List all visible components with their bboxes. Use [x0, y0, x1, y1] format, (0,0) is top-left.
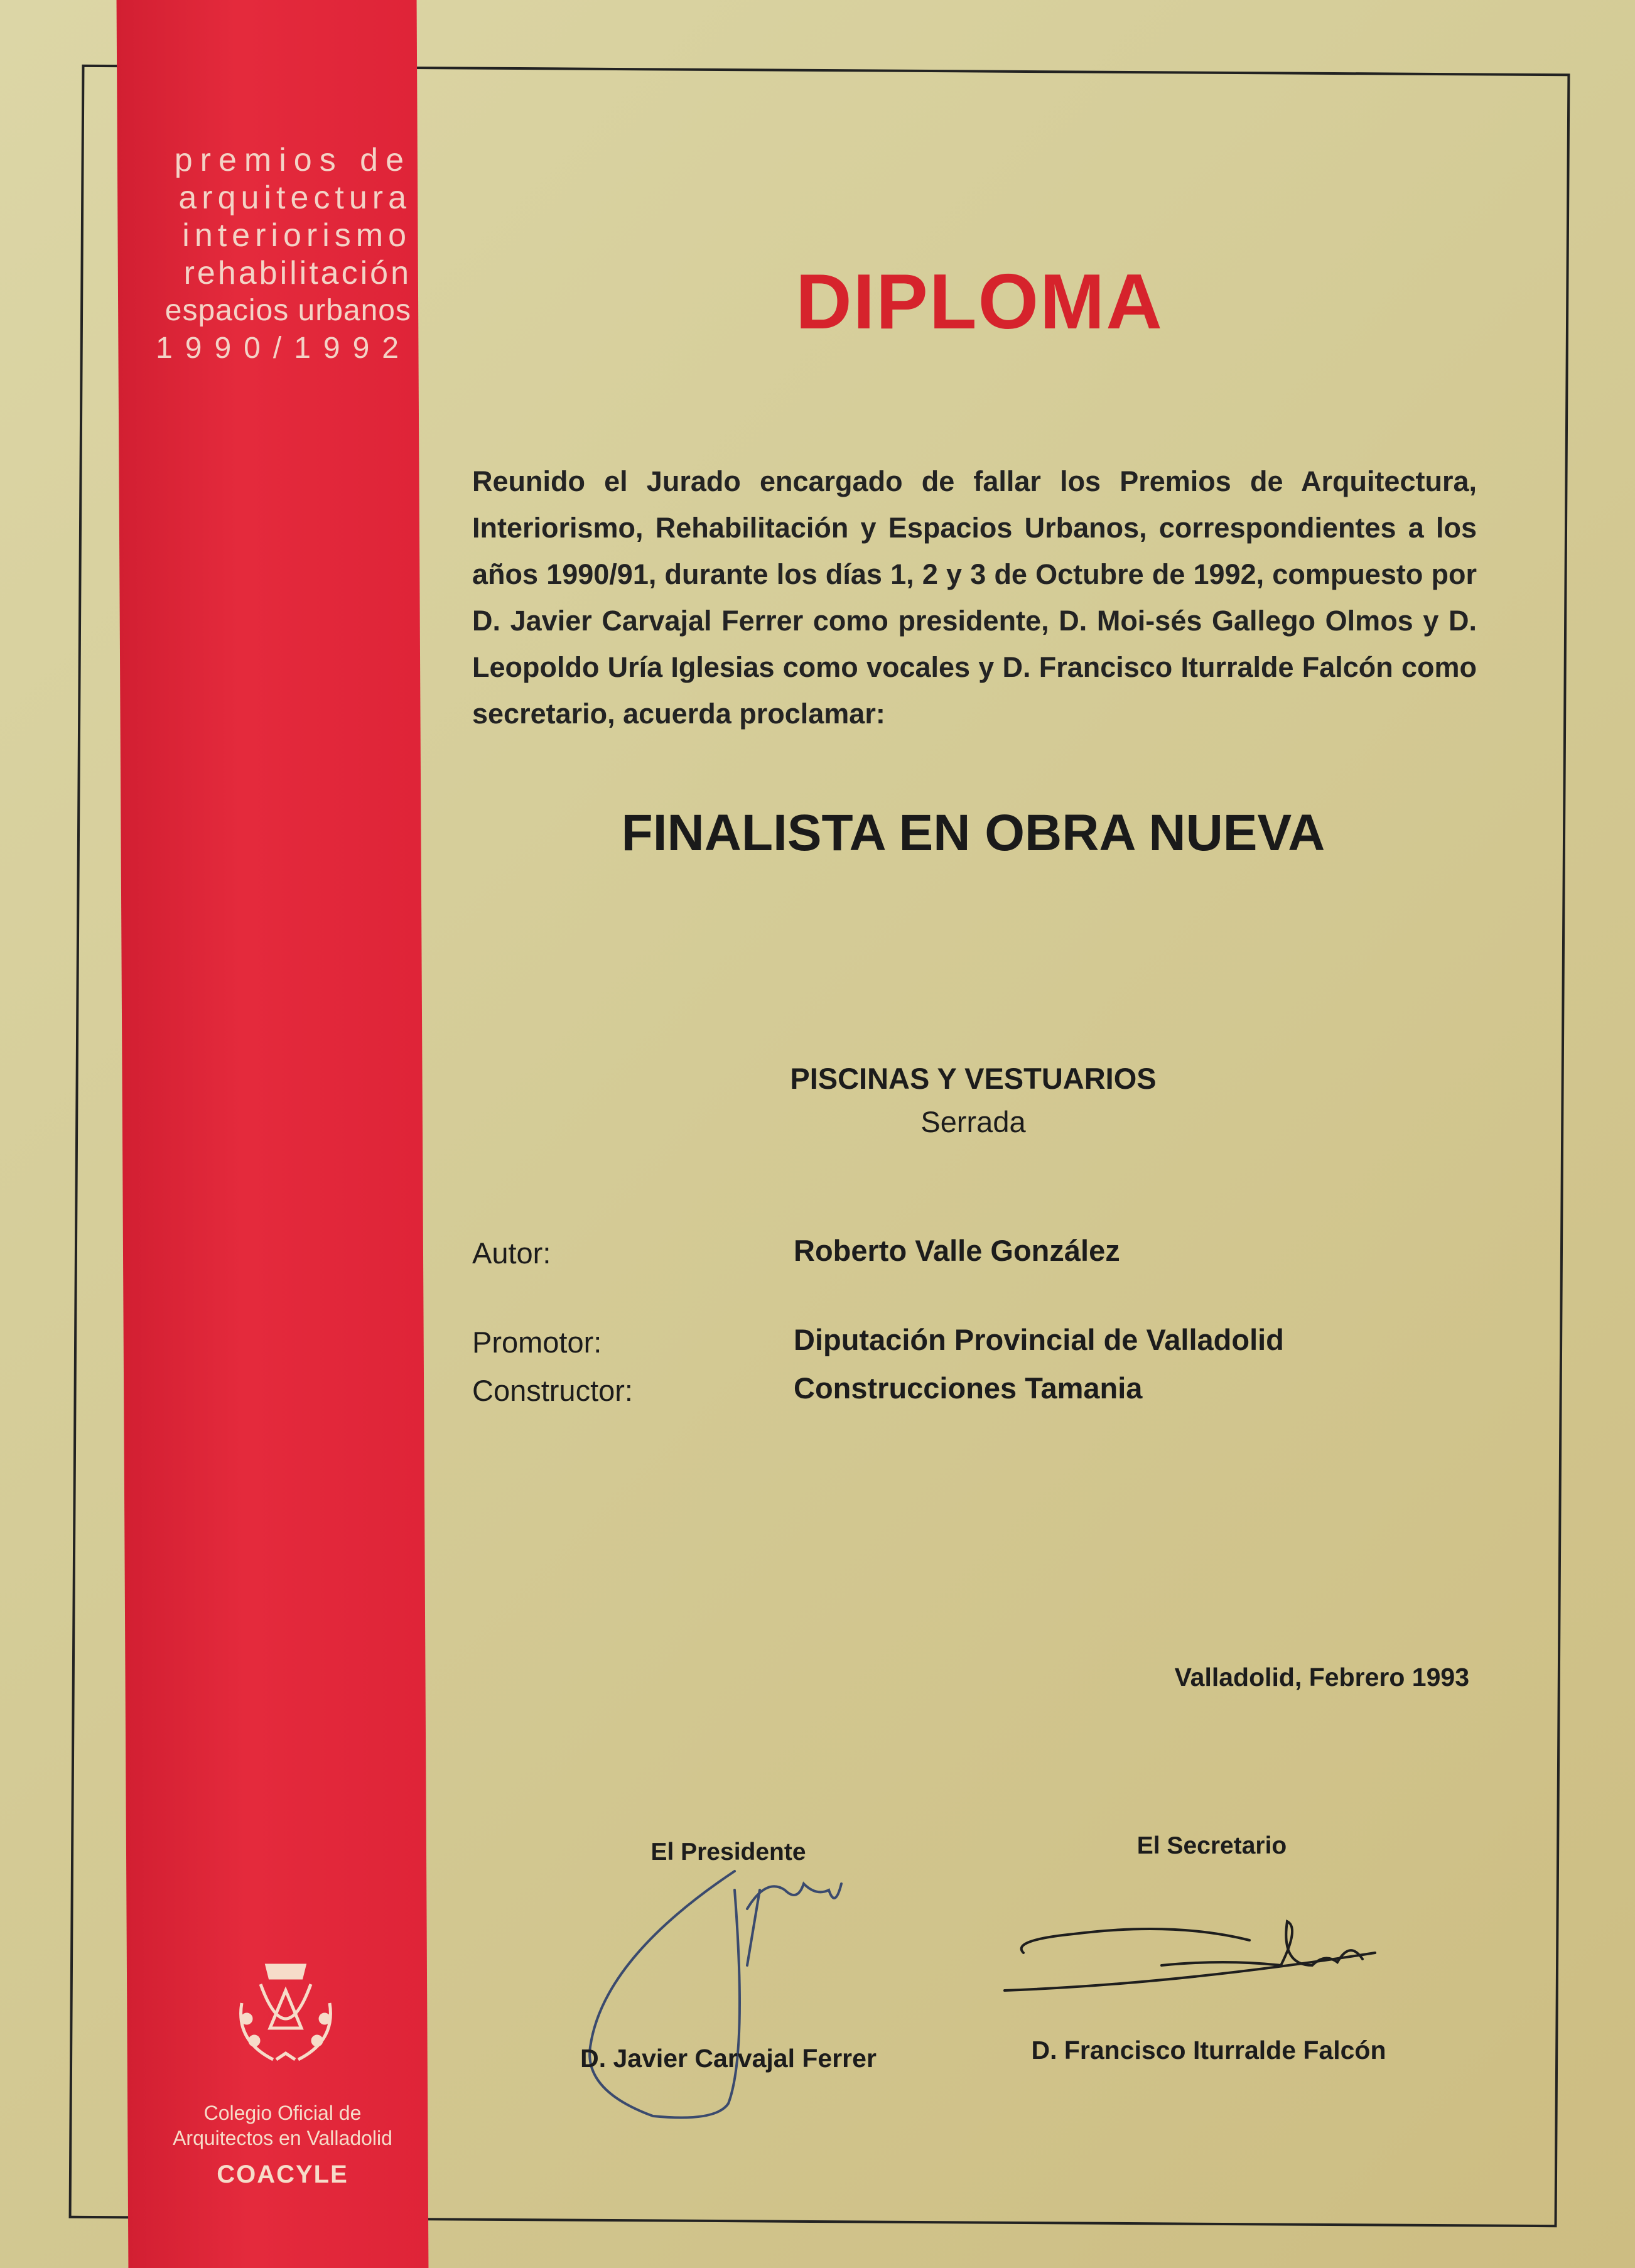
secretary-role: El Secretario	[1136, 1832, 1287, 1859]
project-place: Serrada	[920, 1105, 1026, 1138]
footer-line-2: Arquitectos en Valladolid	[173, 2127, 392, 2149]
band-line-interiorismo: interiorismo	[182, 217, 411, 254]
footer-line-1: Colegio Oficial de	[203, 2102, 362, 2124]
band-title	[135, 141, 411, 367]
secretary-name: D. Francisco Iturralde Falcón	[1031, 2036, 1386, 2065]
credit-label: Autor:	[472, 1236, 551, 1270]
jury-statement: Reunido el Jurado encargado de fallar los Premios de Arquitectura, Interiorismo, Rehabilitación y Espacios Urbanos, correspondientes a los años 1990/91, durante los días 1, 2 y 3 de Octubre de 1992, compuesto por D. Javier Carvajal Ferrer como presidente, D. Moi-sés Gallego Olmos y D. Leopoldo Uría Iglesias como vocales y D. Francisco Iturralde Falcón como secretario, acuerda proclamar:	[472, 465, 1477, 730]
president-role: El Presidente	[650, 1839, 806, 1866]
credit-value: Roberto Valle González	[794, 1234, 1120, 1267]
coat-of-arms-icon	[223, 1959, 348, 2072]
band-line-arquitectura: arquitectura	[178, 180, 411, 216]
secretary-signature	[986, 1903, 1388, 2003]
credit-value: Construcciones Tamania	[794, 1371, 1143, 1405]
president-signature	[578, 1865, 866, 2129]
project-name: PISCINAS Y VESTUARIOS	[790, 1062, 1157, 1095]
band-line-rehabilitacion: rehabilitación	[183, 255, 411, 291]
footer-brand: COACYLE	[217, 2161, 348, 2188]
band-footer	[135, 2100, 430, 2187]
president-name: D. Javier Carvajal Ferrer	[580, 2044, 877, 2073]
award-title: FINALISTA EN OBRA NUEVA	[621, 804, 1325, 861]
project-block	[722, 1061, 1224, 1139]
place-date: Valladolid, Febrero 1993	[1174, 1663, 1469, 1692]
diploma-title: DIPLOMA	[796, 259, 1163, 345]
credit-value: Diputación Provincial de Valladolid	[794, 1323, 1284, 1356]
band-line-espacios: espacios urbanos	[165, 294, 411, 327]
credit-label: Promotor:	[472, 1326, 602, 1359]
credit-label: Constructor:	[472, 1374, 633, 1407]
band-line-premios: premios de	[174, 142, 411, 178]
band-line-years: 1990/1992	[156, 332, 411, 365]
